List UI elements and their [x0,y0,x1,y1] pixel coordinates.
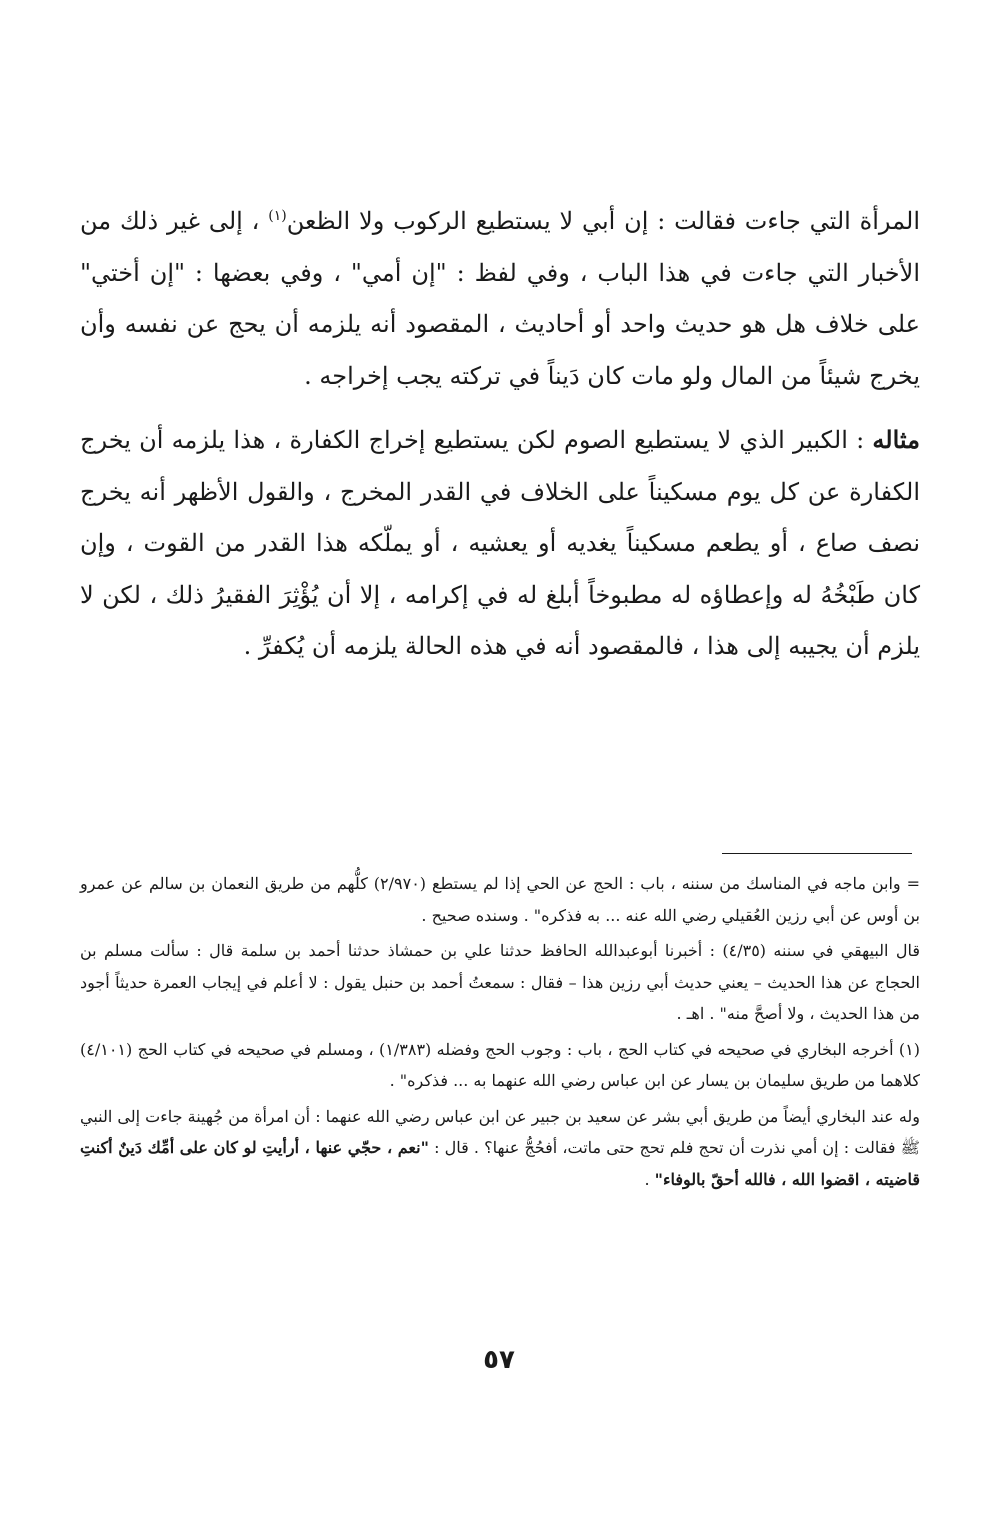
paragraph-2 [80,414,920,673]
main-text [80,196,920,673]
footnote-bayhaqi: قال البيهقي في سننه (٤/٣٥) : أخبرنا أبوعبدالله الحافظ حدثنا علي بن حمشاذ حدثنا أحمد بن سلمة قال : سألت مسلم بن الحجاج عن هذا الحديث – يعني حديث أبي رزين هذا – فقال : سمعتُ أحمد بن حنبل يقول : لا أعلم في إيجاب العمرة حديثاً أجود من هذا الحديث ، ولا أصحَّ منه" . اهـ . [80,941,921,1023]
footnote-1-addition-end: . [644,1169,655,1189]
footnote-1-addition [80,1101,920,1196]
footnote-continuation: = وابن ماجه في المناسك من سننه ، باب : الحج عن الحي إذا لم يستطع (٢/٩٧٠) كلُّهم من طريق النعمان بن سالم عن عمرو بن أوس عن أبي رزين العُقيلي رضي الله عنه ... به فذكره" . وسنده صحيح . [80,874,920,925]
paragraph-1-start: المرأة التي جاءت فقالت : إن أبي لا يستطيع الركوب ولا الظعن [286,207,920,235]
paragraph-1-rest: ، إلى غير ذلك من الأخبار التي جاءت في هذا الباب ، وفي لفظ : "إن أمي" ، وفي بعضها : "إن أختي" على خلاف هل هو حديث واحد أو أحاديث ، المقصود أنه يلزمه أن يحج عن نفسه وأن يخرج شيئاً من المال ولو مات كان دَيناً في تركته يجب إخراجه . [80,207,920,390]
footnotes [80,868,920,1195]
page-number: ٥٧ [483,1345,515,1375]
hadith-quote: "نعم ، حجّي عنها ، أرأيتِ لو كان على أمِّك دَينٌ أكنتِ قاضيته ، اقضوا الله ، فالله أحقّ بالوفاء" [80,1138,920,1189]
paragraph-2-body: : الكبير الذي لا يستطيع الصوم لكن يستطيع إخراج الكفارة ، هذا يلزمه أن يخرج الكفارة عن كل يوم مسكيناً على الخلاف في القدر المخرج ، والقول الأظهر أنه يخرج نصف صاع ، أو يطعم مسكيناً يغديه أو يعشيه ، أو يملّكه هذا القدر من القوت ، وإن كان طَبْخُهُ له وإعطاؤه له مطبوخاً أبلغ له في إكرامه ، إلا أن يُؤْثِرَ الفقيرُ ذلك ، لكن لا يلزم أن يجيبه إلى هذا ، فالمقصود أنه في هذه الحالة يلزمه أن يُكفرِّ . [80,426,921,660]
paragraph-1 [80,196,920,402]
footnote-separator [722,853,912,854]
footnote-1: (١) أخرجه البخاري في صحيحه في كتاب الحج ، باب : وجوب الحج وفضله (١/٣٨٣) ، ومسلم في صحيحه في كتاب الحج (٤/١٠١) كلاهما من طريق سليمان بن يسار عن ابن عباس رضي الله عنهما به ... فذكره" . [80,1039,921,1090]
footnote-marker: (١) [268,208,287,224]
footnote-1-addition-text: وله عند البخاري أيضاً من طريق أبي بشر عن سعيد بن جبير عن ابن عباس رضي الله عنهما : أن امرأة من جُهينة جاءت إلى النبي ﷺ فقالت : إن أمي نذرت أن تحج فلم تحج حتى ماتت، أفحُجُّ عنها؟ . قال : [80,1106,921,1157]
example-term: مثاله [872,425,920,454]
